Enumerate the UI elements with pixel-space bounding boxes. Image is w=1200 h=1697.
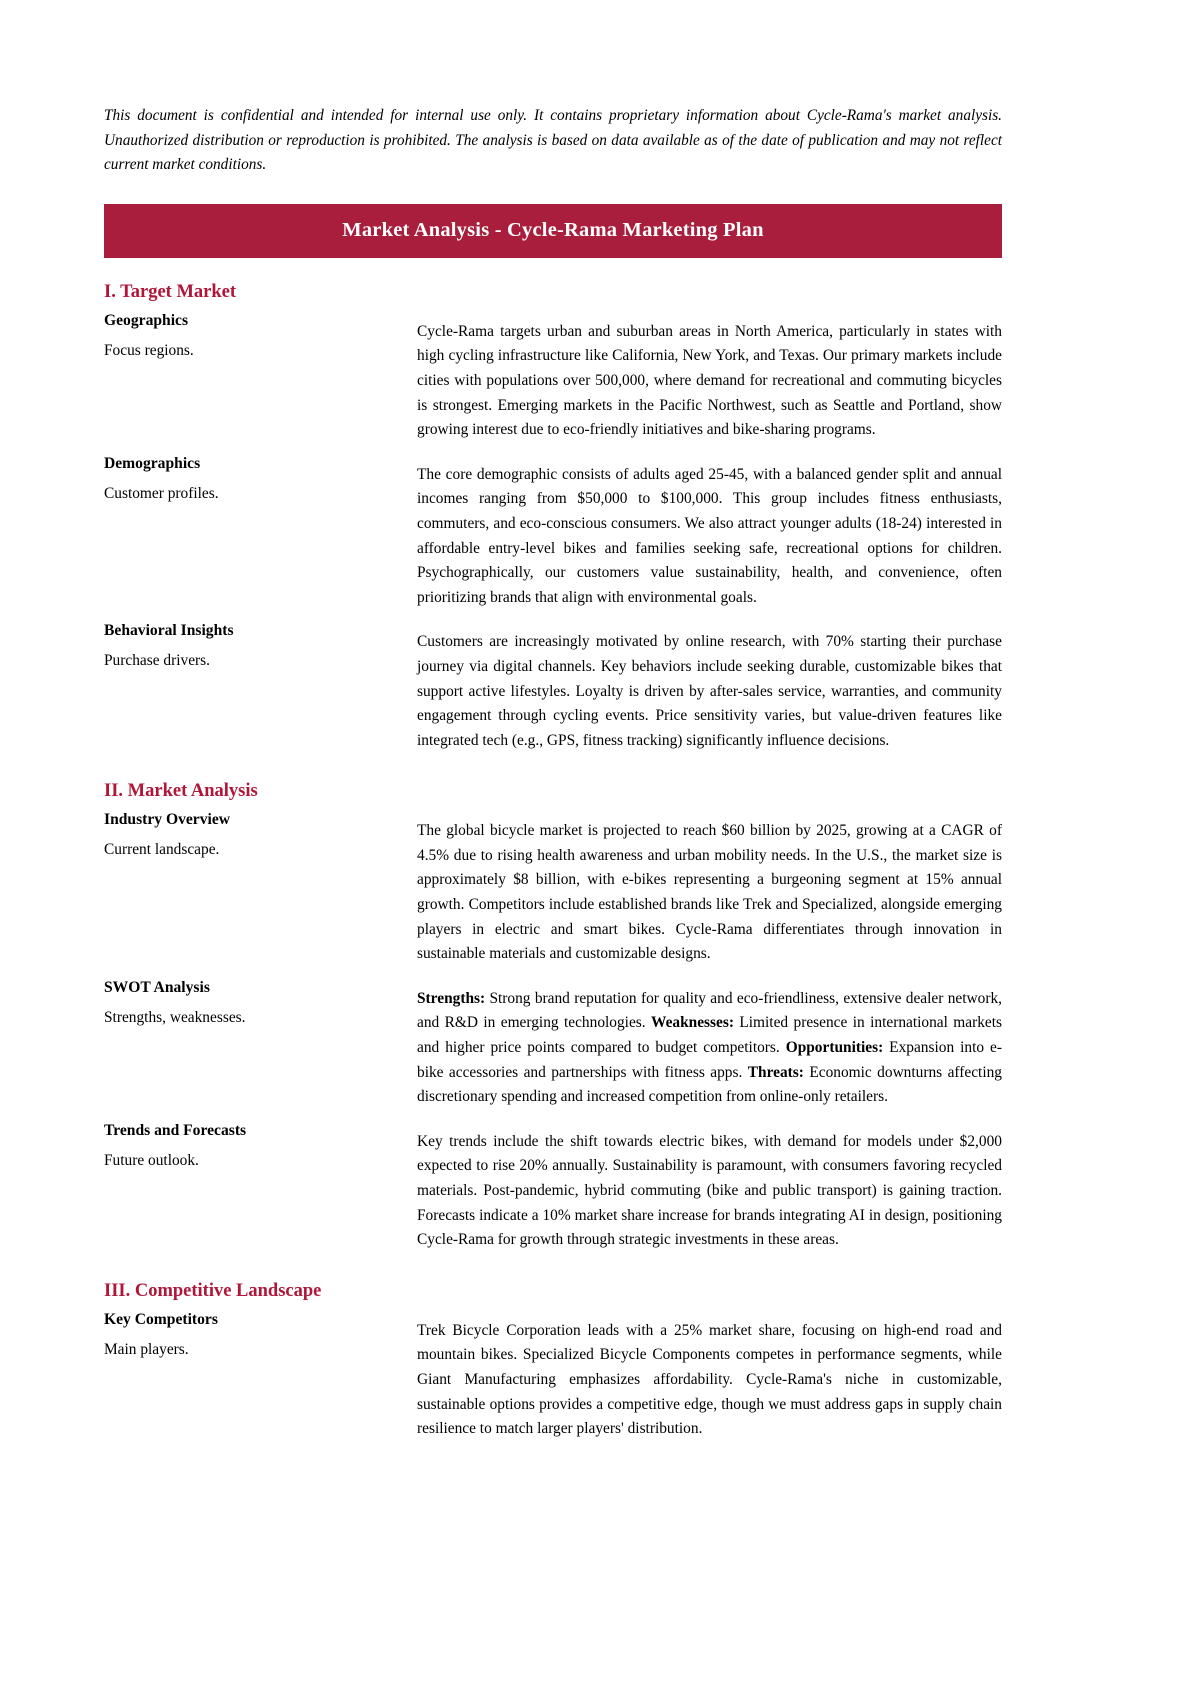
- row-label-subtitle: Current landscape.: [104, 841, 220, 859]
- row-label-title: Behavioral Insights: [104, 622, 234, 640]
- sections-container: [104, 280, 1002, 1442]
- section-row: [104, 977, 1002, 1110]
- confidentiality-notice: This document is confidential and intended for internal use only. It contains proprietary information about Cycle-Rama's market analysis. Unauthorized distribution or reproduction is prohibited. The analysis is based on data available as of the date of publication and may not reflect current market conditions.: [104, 107, 1002, 174]
- section-row: [104, 620, 1002, 753]
- row-label-title: Key Competitors: [104, 1310, 218, 1328]
- row-body-text: Strengths: Strong brand reputation for quality and eco-friendliness, extensive dealer network, and R&D in emerging technologies. Weaknesses: Limited presence in international markets and higher price points compared to budget competitors. Opportunities: Expansion into e-bike accessories and partnerships with fitness apps. Threats: Economic downturns affecting discretionary spending and increased competition from online-only retailers.: [417, 989, 1003, 1106]
- row-label-title: Trends and Forecasts: [104, 1121, 247, 1139]
- document-section: [104, 1279, 1002, 1442]
- document-title: Market Analysis - Cycle-Rama Marketing Plan: [342, 219, 764, 242]
- section-heading: I. Target Market: [104, 281, 237, 302]
- row-label-column: [104, 809, 417, 861]
- row-label-column: [104, 977, 417, 1029]
- row-body-text: Key trends include the shift towards electric bikes, with demand for models under $2,000 expected to rise 20% annually. Sustainability is paramount, with consumers favoring recycled materials. Post-pandemic, hybrid commuting (bike and public transport) is gaining traction. Forecasts indicate a 10% market share increase for brands integrating AI in design, positioning Cycle-Rama for growth through strategic investments in these areas.: [417, 1132, 1002, 1249]
- section-heading: III. Competitive Landscape: [104, 1280, 322, 1301]
- row-label-title: Geographics: [104, 311, 189, 329]
- section-row: [104, 1309, 1002, 1442]
- row-label-subtitle: Main players.: [104, 1340, 189, 1358]
- row-label-column: [104, 1309, 417, 1361]
- row-body-text: The global bicycle market is projected to reach $60 billion by 2025, growing at a CAGR of 4.5% due to rising health awareness and urban mobility needs. In the U.S., the market size is approximately $8 billion, with e-bikes representing a burgeoning segment at 15% annual growth. Competitors include established brands like Trek and Specialized, alongside emerging players in electric and smart bikes. Cycle-Rama differentiates through innovation in sustainable materials and customizable designs.: [417, 822, 1002, 963]
- row-label-column: [104, 453, 417, 505]
- row-label-subtitle: Strengths, weaknesses.: [104, 1008, 246, 1026]
- row-label-column: [104, 310, 417, 362]
- row-body-text: Customers are increasingly motivated by online research, with 70% starting their purchase journey via digital channels. Key behaviors include seeking durable, customizable bikes that support active lifestyles. Loyalty is driven by after-sales service, warranties, and community engagement through cycling events. Price sensitivity varies, but value-driven features like integrated tech (e.g., GPS, fitness tracking) significantly influence decisions.: [417, 633, 1002, 749]
- row-label-subtitle: Customer profiles.: [104, 484, 219, 502]
- row-body-text: Cycle-Rama targets urban and suburban areas in North America, particularly in states with high cycling infrastructure like California, New York, and Texas. Our primary markets include cities with populations over 500,000, where demand for recreational and commuting bicycles is strongest. Emerging markets in the Pacific Northwest, such as Seattle and Portland, show growing interest due to eco-friendly initiatives and bike-sharing programs.: [417, 322, 1002, 439]
- section-row: [104, 453, 1002, 611]
- document-section: [104, 779, 1002, 1253]
- row-label-column: [104, 1120, 417, 1172]
- row-label-subtitle: Purchase drivers.: [104, 652, 210, 670]
- row-label-subtitle: Focus regions.: [104, 341, 194, 359]
- row-label-subtitle: Future outlook.: [104, 1151, 199, 1169]
- section-row: [104, 809, 1002, 967]
- section-row: [104, 310, 1002, 443]
- section-heading: II. Market Analysis: [104, 781, 258, 802]
- row-label-title: SWOT Analysis: [104, 978, 210, 996]
- document-content: [104, 0, 1002, 1442]
- row-label-title: Demographics: [104, 454, 201, 472]
- row-label-title: Industry Overview: [104, 811, 231, 829]
- row-label-column: [104, 620, 417, 672]
- section-row: [104, 1120, 1002, 1253]
- row-body-text: The core demographic consists of adults aged 25-45, with a balanced gender split and annual incomes ranging from $50,000 to $100,000. This group includes fitness enthusiasts, commuters, and eco-conscious consumers. We also attract younger adults (18-24) interested in affordable entry-level bikes and families seeking safe, recreational options for children. Psychographically, our customers value sustainability, health, and convenience, often prioritizing brands that align with environmental goals.: [417, 465, 1002, 606]
- title-banner: [104, 204, 1002, 258]
- document-section: [104, 280, 1002, 754]
- row-body-text: Trek Bicycle Corporation leads with a 25% market share, focusing on high-end road and mountain bikes. Specialized Bicycle Components competes in performance segments, while Giant Manufacturing emphasizes affordability. Cycle-Rama's niche in customizable, sustainable options provides a competitive edge, though we must address gaps in supply chain resilience to match larger players' distribution.: [417, 1321, 1002, 1438]
